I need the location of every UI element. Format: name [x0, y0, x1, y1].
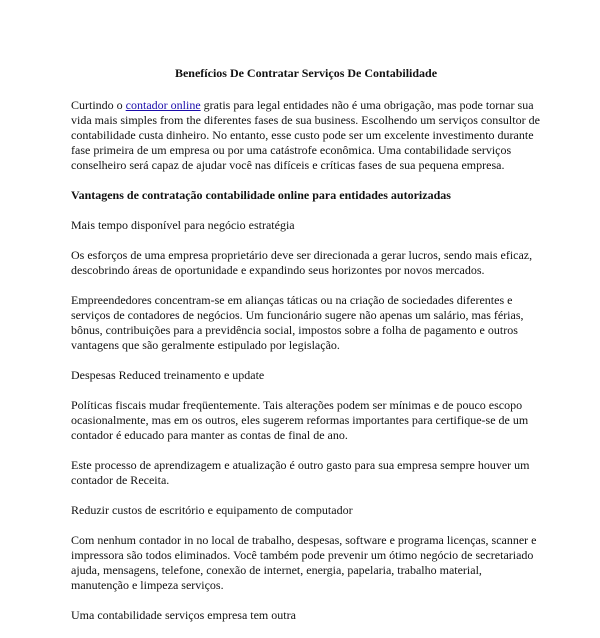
contador-online-link[interactable]: contador online [125, 98, 201, 112]
intro-paragraph [71, 98, 541, 173]
document-title: Benefícios De Contratar Serviços De Contabilidade [174, 66, 438, 80]
subheading-more-time: Mais tempo disponível para negócio estratégia [71, 218, 295, 232]
paragraph-entrepreneurs: Empreendedores concentram-se em alianças táticas ou na criação de sociedades diferentes e serviços de contadores de negócios. Um funcionário sugere não apenas um salário, mas férias, bônus, contribuições para a previdência social, impostos sobre a folha de pagamento e outros vantagens que são geralmente estipulado por legislação. [71, 293, 524, 352]
subheading-reduce-office-costs: Reduzir custos de escritório e equipamento de computador [71, 503, 353, 517]
paragraph-no-accountant: Com nenhum contador in no local de trabalho, despesas, software e programa licenças, scanner e impressora são todos eliminados. Você também pode prevenir um ótimo negócio de secretariado ajuda, mensagens, telefone, conexão de internet, energia, papelaria, trabalho material, manutenção e limpeza serviços. [71, 533, 537, 592]
document-page [71, 66, 541, 638]
paragraph-efforts: Os esforços de uma empresa proprietário deve ser direcionada a gerar lucros, sendo mais eficaz, descobrindo áreas de oportunidade e expandindo seus horizontes por novos mercados. [71, 248, 533, 277]
subheading-accounting-services-company: Uma contabilidade serviços empresa tem outra [71, 608, 296, 622]
paragraph-fiscal-policies: Políticas fiscais mudar freqüentemente. Tais alterações podem ser mínimas e de pouco escopo ocasionalmente, mas em os outros, eles sugerem reformas importantes para certifique-se de um contador é educado para manter as contas de final de ano. [71, 398, 529, 442]
intro-text-before-link: Curtindo o [71, 98, 126, 112]
intro-text-after-link: gratis para legal entidades não é uma obrigação, mas pode tornar sua vida mais simples from the diferentes fases de sua business. Escolhendo um serviços consultor de contabilidade custa dinheiro. No entanto, esse custo pode ser um excelente investimento durante fase primeira de um empresa ou por uma catástrofe econômica. Uma contabilidade serviços conselheiro será capaz de ajudar você nas difíceis e críticas fases de sua pequena empresa. [71, 98, 540, 172]
subheading-reduced-training: Despesas Reduced treinamento e update [71, 368, 265, 382]
paragraph-learning-process: Este processo de aprendizagem e atualização é outro gasto para sua empresa sempre houver um contador de Receita. [71, 458, 530, 487]
section-heading: Vantagens de contratação contabilidade online para entidades autorizadas [71, 188, 451, 202]
